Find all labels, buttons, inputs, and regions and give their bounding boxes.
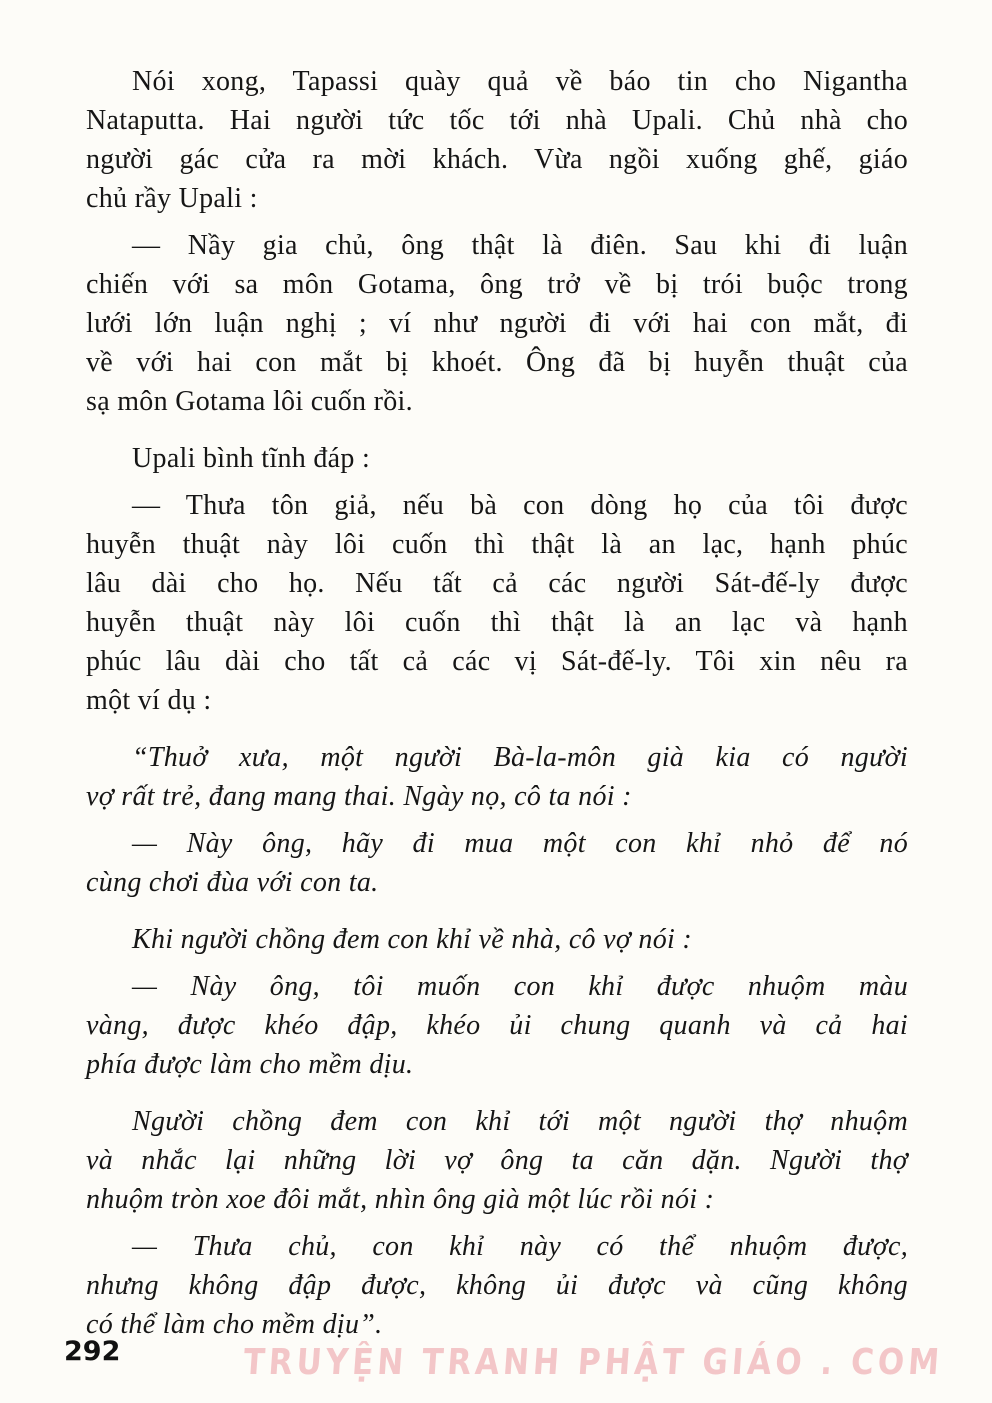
paragraph-quote	[86, 920, 908, 959]
text-line: huyễn thuật này lôi cuốn thì thật là an lạc, hạnh phúc	[86, 529, 908, 560]
text-line: và nhắc lại những lời vợ ông ta căn dặn. Người thợ	[86, 1145, 908, 1176]
paragraph-quote	[86, 738, 908, 816]
text-line: — Này ông, tôi muốn con khỉ được nhuộm màu	[132, 971, 908, 1002]
text-line: vợ rất trẻ, đang mang thai. Ngày nọ, cô ta nói :	[86, 781, 632, 812]
text-line: người gác cửa ra mời khách. Vừa ngồi xuống ghế, giáo	[86, 144, 908, 175]
text-line: lưới lớn luận nghị ; ví như người đi với hai con mắt, đi	[86, 308, 908, 339]
text-line: phía được làm cho mềm dịu.	[86, 1049, 414, 1080]
paragraph	[86, 62, 908, 218]
paragraph	[86, 486, 908, 720]
watermark: TRUYỆN TRANH PHẬT GIÁO . COM	[242, 1342, 945, 1384]
text-line: có thể làm cho mềm dịu”.	[86, 1309, 383, 1340]
text-line: Nataputta. Hai người tức tốc tới nhà Upali. Chủ nhà cho	[86, 105, 908, 136]
paragraph	[86, 226, 908, 421]
text-line: Khi người chồng đem con khỉ về nhà, cô vợ nói :	[132, 924, 693, 955]
text-line: phúc lâu dài cho tất cả các vị Sát-đế-ly. Tôi xin nêu ra	[86, 646, 908, 677]
text-line: nhưng không đập được, không ủi được và cũng không	[86, 1270, 908, 1301]
paragraph	[86, 439, 908, 478]
text-line: nhuộm tròn xoe đôi mắt, nhìn ông già một lúc rồi nói :	[86, 1184, 715, 1215]
text-block	[86, 62, 908, 1352]
text-line: cùng chơi đùa với con ta.	[86, 867, 379, 898]
text-line: chiến với sa môn Gotama, ông trở về bị trói buộc trong	[86, 269, 908, 300]
paragraph-quote	[86, 824, 908, 902]
text-line: lâu dài cho họ. Nếu tất cả các người Sát-đế-ly được	[86, 568, 908, 599]
paragraph-quote	[86, 1102, 908, 1219]
text-line: về với hai con mắt bị khoét. Ông đã bị huyễn thuật của	[86, 347, 908, 378]
text-line: chủ rầy Upali :	[86, 183, 258, 214]
text-line: “Thuở xưa, một người Bà-la-môn già kia có người	[132, 742, 908, 773]
text-line: — Thưa chủ, con khỉ này có thể nhuộm được,	[132, 1231, 908, 1262]
text-line: Nói xong, Tapassi quày quả về báo tin cho Nigantha	[132, 66, 908, 97]
text-line: một ví dụ :	[86, 685, 212, 716]
page-number: 292	[64, 1336, 121, 1367]
text-line: — Thưa tôn giả, nếu bà con dòng họ của tôi được	[132, 490, 908, 521]
text-line: Người chồng đem con khỉ tới một người thợ nhuộm	[132, 1106, 908, 1137]
paragraph-quote	[86, 967, 908, 1084]
text-line: huyễn thuật này lôi cuốn thì thật là an lạc và hạnh	[86, 607, 908, 638]
text-line: vàng, được khéo đập, khéo ủi chung quanh và cả hai	[86, 1010, 908, 1041]
page-footer	[0, 1330, 992, 1390]
paragraph-quote	[86, 1227, 908, 1344]
text-line: sạ môn Gotama lôi cuốn rồi.	[86, 386, 413, 417]
text-line: — Này ông, hãy đi mua một con khỉ nhỏ để nó	[132, 828, 908, 859]
text-line: Upali bình tĩnh đáp :	[132, 443, 371, 474]
text-line: — Nầy gia chủ, ông thật là điên. Sau khi đi luận	[132, 230, 908, 261]
